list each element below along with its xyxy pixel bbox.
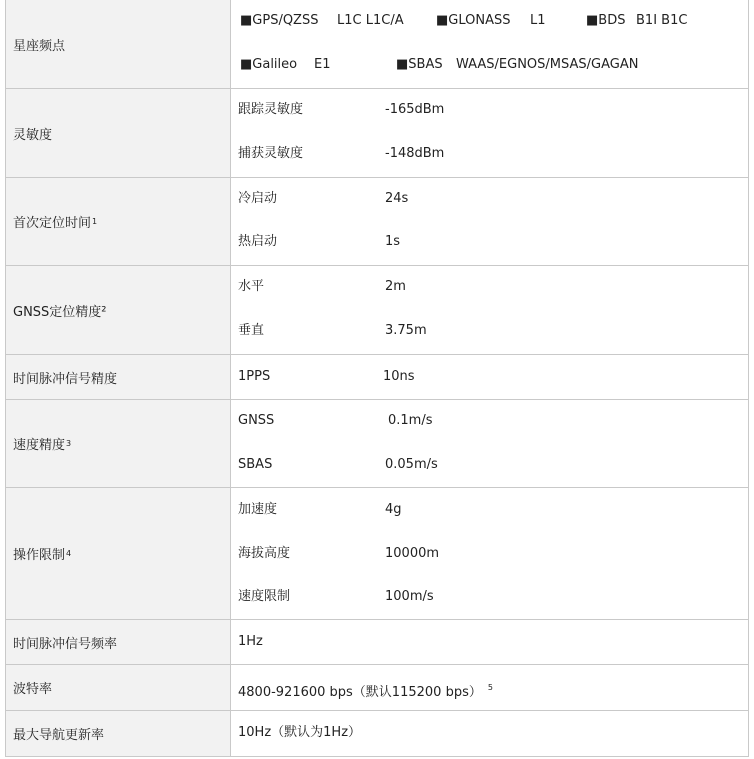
sub-name: GNSS [238, 413, 275, 428]
row-label: 首次定位时间 1 [5, 178, 231, 265]
sub-value: 0.05m/s [385, 457, 438, 472]
row-value [232, 488, 749, 619]
band-freq: WAAS/EGNOS/MSAS/GAGAN [456, 57, 639, 72]
sub-name: 捕获灵敏度 [238, 146, 304, 161]
row-label: 灵敏度 [5, 89, 231, 177]
sub-item [232, 587, 632, 607]
band-name: ■BDS [586, 13, 626, 28]
row-label: 最大导航更新率 [5, 711, 231, 756]
sub-name: SBAS [238, 457, 273, 472]
spec-table [5, 0, 749, 757]
sub-item [232, 367, 632, 387]
sub-item [232, 411, 632, 431]
footnote-mark: 3 [66, 439, 72, 448]
table-row [5, 400, 749, 488]
row-value [232, 711, 749, 756]
sub-value: 100m/s [385, 589, 434, 604]
sub-item [232, 321, 632, 341]
band-freq: L1C L1C/A [337, 13, 404, 28]
sub-value: 10000m [385, 546, 440, 561]
sub-value: 24s [385, 191, 409, 206]
row-value [232, 89, 749, 177]
sub-item [232, 189, 632, 209]
sub-value: -165dBm [385, 102, 445, 117]
row-value [232, 0, 749, 88]
row-value [232, 620, 749, 664]
band-freq: L1 [530, 13, 546, 28]
row-value [232, 266, 749, 354]
footnote-mark: 5 [487, 683, 493, 692]
table-row [5, 89, 749, 178]
table-row [5, 178, 749, 266]
sub-item [232, 100, 632, 120]
band-freq: E1 [314, 57, 331, 72]
band-name: ■SBAS [396, 57, 443, 72]
row-value [232, 665, 749, 710]
sub-name: 垂直 [238, 323, 265, 338]
sub-value: 1s [385, 234, 401, 249]
row-label: 时间脉冲信号频率 [5, 620, 231, 664]
sub-item [232, 277, 632, 297]
sub-value: 0.1m/s [388, 413, 433, 428]
sub-value: 3.75m [385, 323, 427, 338]
row-label: 时间脉冲信号精度 [5, 355, 231, 399]
sub-value: 2m [385, 279, 406, 294]
sub-item [232, 500, 632, 520]
row-value [232, 178, 749, 265]
footnote-mark: 4 [66, 549, 72, 558]
row-text: 4800-921600 bps（默认115200 bps） [238, 685, 482, 700]
row-text: 10Hz（默认为1Hz） [238, 725, 362, 740]
sub-name: 水平 [238, 279, 265, 294]
sub-name: 海拔高度 [238, 546, 291, 561]
band-name: ■Galileo [240, 57, 298, 72]
sub-value: 4g [385, 502, 402, 517]
sub-name: 跟踪灵敏度 [238, 102, 304, 117]
table-row [5, 711, 749, 757]
table-row [5, 266, 749, 355]
table-row [5, 355, 749, 400]
sub-value: 10ns [383, 369, 415, 384]
sub-name: 加速度 [238, 502, 278, 517]
row-label: 操作限制 4 [5, 488, 231, 619]
row-label: GNSS定位精度² [5, 266, 231, 354]
table-row [5, 665, 749, 711]
row-value [232, 355, 749, 399]
sub-item [232, 544, 632, 564]
sub-name: 1PPS [238, 369, 271, 384]
sub-item [232, 455, 632, 475]
sub-name: 冷启动 [238, 191, 278, 206]
row-label: 星座频点 [5, 0, 231, 88]
band-name: ■GPS/QZSS [240, 13, 319, 28]
sub-name: 速度限制 [238, 589, 291, 604]
band-freq: B1I B1C [636, 13, 688, 28]
sub-name: 热启动 [238, 234, 278, 249]
row-label: 速度精度 3 [5, 400, 231, 487]
sub-item [232, 232, 632, 252]
footnote-mark: 1 [92, 217, 98, 226]
row-text: 1Hz [238, 634, 263, 649]
row-value [232, 400, 749, 487]
sub-value: -148dBm [385, 146, 445, 161]
sub-item [232, 144, 632, 164]
row-text-wrap [238, 678, 493, 698]
table-row [5, 488, 749, 620]
row-label: 波特率 [5, 665, 231, 710]
band-name: ■GLONASS [436, 13, 511, 28]
table-row [5, 0, 749, 89]
table-row [5, 620, 749, 665]
